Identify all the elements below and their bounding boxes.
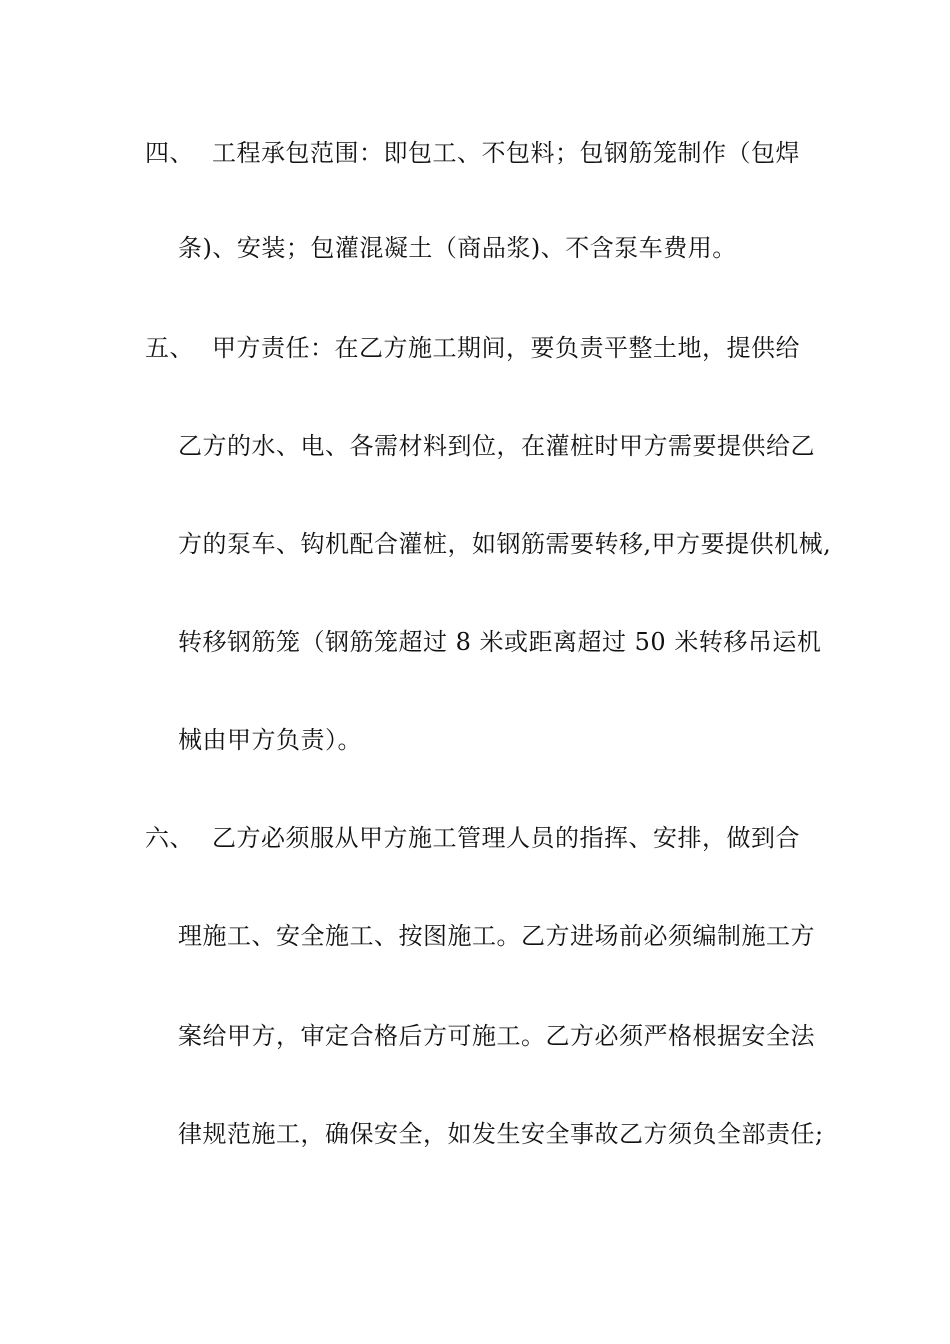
paragraph-line: 方的泵车、钩机配合灌桩，如钢筋需要转移,甲方要提供机械,: [178, 530, 832, 558]
section-number: 五、: [145, 334, 194, 362]
paragraph-line: 理施工、安全施工、按图施工。乙方进场前必须编制施工方: [178, 922, 815, 950]
paragraph-line: 械由甲方负责）。: [178, 726, 362, 754]
paragraph-line: 案给甲方，审定合格后方可施工。乙方必须严格根据安全法: [178, 1022, 815, 1050]
paragraph-line: 乙方必须服从甲方施工管理人员的指挥、安排，做到合: [212, 824, 800, 852]
paragraph-line: 律规范施工，确保安全，如发生安全事故乙方须负全部责任;: [178, 1120, 824, 1148]
paragraph-line: 转移钢筋笼（钢筋笼超过 8 米或距离超过 50 米转移吊运机: [178, 628, 822, 656]
section-number: 六、: [145, 824, 194, 852]
section-number: 四、: [145, 139, 194, 167]
paragraph-line: 工程承包范围：即包工、不包料；包钢筋笼制作（包焊: [212, 139, 800, 167]
paragraph-line: 条)、安装；包灌混凝土（商品浆)、不含泵车费用。: [178, 234, 737, 262]
paragraph-line: 乙方的水、电、各需材料到位，在灌桩时甲方需要提供给乙: [178, 432, 815, 460]
paragraph-line: 甲方责任：在乙方施工期间，要负责平整土地，提供给: [212, 334, 800, 362]
